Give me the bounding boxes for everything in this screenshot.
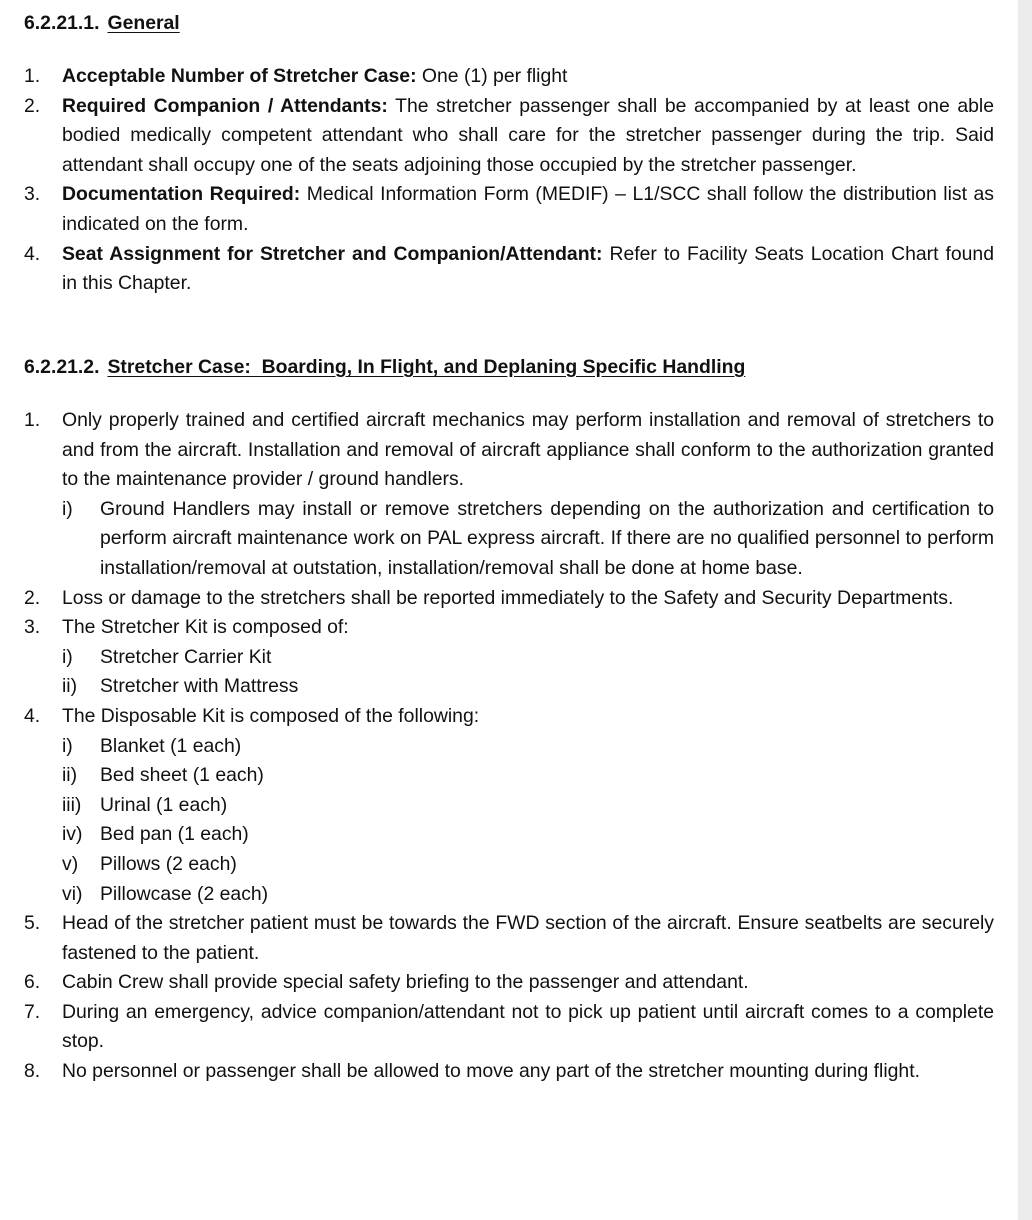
item-label: Documentation Required: <box>62 183 301 206</box>
item-number: 6. <box>24 971 41 994</box>
list-item <box>0 92 1018 181</box>
section-title: Stretcher Case: Boarding, In Flight, and Deplaning Specific Handling <box>107 356 746 378</box>
section-number: 6.2.21.2. <box>24 356 100 378</box>
item-number: 1. <box>24 65 41 87</box>
list-item <box>0 909 1018 968</box>
sub-item <box>0 672 1018 702</box>
list-item <box>0 702 1018 732</box>
sub-item-text: Stretcher Carrier Kit <box>100 645 272 668</box>
item-number: 2. <box>24 94 41 117</box>
section-number: 6.2.21.1. <box>24 12 100 34</box>
section-title: General <box>107 12 180 34</box>
list-item <box>0 998 1018 1057</box>
sub-item-text: Ground Handlers may install or remove stretchers depending on the authorization and certification to perform aircraft maintenance work on PAL express aircraft. If there are no qualified personnel to perform installation/removal at outstation, installation/removal shall be done at home base. <box>100 497 994 579</box>
list-item <box>0 62 1018 92</box>
item-text: Loss or damage to the stretchers shall be reported immediately to the Safety and Security Departments. <box>62 586 954 609</box>
item-label: Required Companion / Attendants: <box>62 94 388 117</box>
item-number: 1. <box>24 409 41 431</box>
list-item <box>0 613 1018 643</box>
item-text: Head of the stretcher patient must be towards the FWD section of the aircraft. Ensure seatbelts are securely fastened to the patient. <box>62 912 994 964</box>
list-item <box>0 406 1018 495</box>
sub-item <box>0 732 1018 762</box>
item-number: 2. <box>24 586 41 609</box>
section-heading-stretcher-handling <box>24 353 745 383</box>
sub-item <box>0 495 1018 584</box>
item-text: Only properly trained and certified aircraft mechanics may perform installation and removal of stretchers to and from the aircraft. Installation and removal of aircraft appliance shall conform to the authorization granted to the maintenance provider / ground handlers. <box>62 409 994 491</box>
item-text: No personnel or passenger shall be allowed to move any part of the stretcher mounting during flight. <box>62 1060 920 1083</box>
list-item <box>0 1057 1018 1087</box>
item-label: Acceptable Number of Stretcher Case: <box>62 65 417 87</box>
sub-item-text: Bed sheet (1 each) <box>100 764 264 787</box>
sub-item <box>0 761 1018 791</box>
list-item <box>0 968 1018 998</box>
item-text: The stretcher passenger shall be accompanied by at least one able bodied medically competent attendant who shall care for the stretcher passenger during the trip. Said attendant shall occupy one of the seats adjoining those occupied by the stretcher passenger. <box>62 94 995 176</box>
item-label: Seat Assignment for Stretcher and Companion/Attendant: <box>62 242 603 265</box>
item-number: 3. <box>24 616 41 639</box>
sub-item-text: Bed pan (1 each) <box>100 823 249 846</box>
item-number: 4. <box>24 704 41 727</box>
handling-list <box>0 406 1018 1087</box>
item-number: 5. <box>24 912 41 935</box>
sub-item <box>0 820 1018 850</box>
item-text: During an emergency, advice companion/attendant not to pick up patient until aircraft comes to a complete stop. <box>62 1000 994 1053</box>
sub-item-number: vi) <box>62 882 83 905</box>
section-heading-general <box>24 9 180 39</box>
sub-item-number: iv) <box>62 823 83 846</box>
item-number: 4. <box>24 242 41 265</box>
sub-item-number: v) <box>62 852 79 875</box>
list-item <box>0 584 1018 614</box>
list-item <box>0 240 1018 299</box>
item-text: The Disposable Kit is composed of the following: <box>62 704 480 727</box>
sub-item-number: i) <box>62 645 73 668</box>
sub-item-number: i) <box>62 497 73 520</box>
item-text: Cabin Crew shall provide special safety briefing to the passenger and attendant. <box>62 971 749 994</box>
item-number: 8. <box>24 1060 41 1083</box>
item-text: The Stretcher Kit is composed of: <box>62 616 349 639</box>
sub-item <box>0 850 1018 880</box>
sub-item-text: Pillows (2 each) <box>100 852 237 875</box>
general-list <box>0 62 1018 299</box>
sub-item <box>0 880 1018 910</box>
sub-item-number: ii) <box>62 675 78 698</box>
sub-item-text: Pillowcase (2 each) <box>100 882 269 905</box>
sub-item-text: Urinal (1 each) <box>100 793 228 816</box>
sub-item <box>0 791 1018 821</box>
sub-item-text: Blanket (1 each) <box>100 734 242 757</box>
item-number: 3. <box>24 183 41 206</box>
item-text: Medical Information Form (MEDIF) – L1/SCC shall follow the distribution list as indicated on the form. <box>62 183 995 235</box>
sub-item-number: iii) <box>62 793 82 816</box>
item-text: Refer to Facility Seats Location Chart found in this Chapter. <box>62 242 994 295</box>
item-number: 7. <box>24 1000 41 1023</box>
list-item <box>0 180 1018 239</box>
item-text: One (1) per flight <box>421 65 568 87</box>
sub-item-number: ii) <box>62 764 78 787</box>
sub-item-text: Stretcher with Mattress <box>100 675 299 698</box>
sub-item <box>0 643 1018 673</box>
sub-item-number: i) <box>62 734 73 757</box>
